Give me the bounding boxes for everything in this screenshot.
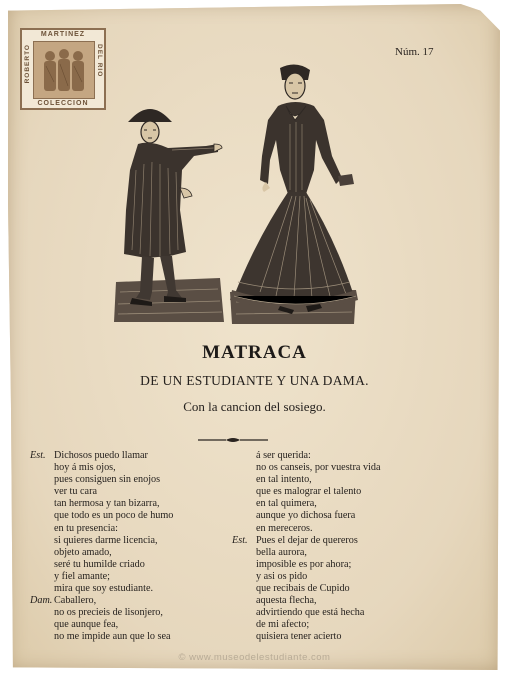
speaker-label: Est. — [30, 450, 46, 461]
woodcut-illustration — [110, 60, 360, 328]
verse-line — [232, 498, 442, 510]
verse-text: en tu presencia: — [54, 522, 118, 534]
verse-text: hoy á mis ojos, — [54, 462, 116, 474]
verse-line — [232, 571, 442, 583]
verse-line — [232, 474, 442, 486]
verse-text: Pues el dejar de quereros — [256, 534, 358, 546]
verse-text: Dichosos puedo llamar — [54, 450, 148, 461]
page-subtitle-2: Con la cancion del sosiego. — [183, 399, 326, 414]
verse-line — [232, 547, 442, 559]
verse-line — [30, 571, 235, 583]
page-title: MATRACA — [202, 342, 307, 363]
collection-stamp — [20, 28, 106, 110]
verse-line — [232, 535, 442, 547]
verse-text: en tal intento, — [256, 474, 312, 486]
verse-line — [30, 474, 235, 486]
ornament-divider-icon — [198, 430, 268, 436]
verse-text: pues consiguen sin enojos — [54, 474, 161, 486]
verse-line — [232, 523, 442, 535]
verse-line — [30, 450, 235, 462]
verse-line — [30, 595, 235, 607]
verse-text: que aunque fea, — [54, 619, 119, 631]
verse-text: quisiera tener acierto — [256, 631, 342, 643]
stamp-text-top: MARTINEZ — [40, 31, 86, 38]
verse-text: bella aurora, — [256, 546, 307, 558]
verse-text: mira que soy estudiante. — [54, 583, 154, 595]
speaker-label: Est. — [232, 534, 248, 546]
verse-line — [30, 583, 235, 595]
verse-text: objeto amado, — [54, 546, 112, 558]
verse-text: aquesta flecha, — [256, 595, 317, 607]
verse-line — [232, 510, 442, 522]
verse-text: á ser querida: — [256, 450, 311, 461]
verse-line — [232, 450, 442, 462]
verse-text: aunque yo dichosa fuera — [256, 510, 356, 522]
verse-line — [30, 510, 235, 522]
verse-text: en tal quimera, — [256, 498, 317, 510]
speaker-label: Dam. — [30, 595, 53, 607]
verse-line — [30, 462, 235, 474]
verse-text: no os precieis de lisonjero, — [54, 607, 163, 619]
page-subtitle: DE UN ESTUDIANTE Y UNA DAMA. — [140, 373, 369, 388]
verse-text: tan hermosa y tan bizarra, — [54, 498, 160, 510]
stamp-text-right: DEL RIO — [96, 44, 103, 78]
verse-text: de mi afecto; — [256, 619, 310, 631]
verse-line — [30, 619, 235, 631]
verse-line — [30, 523, 235, 535]
verse-line — [232, 583, 442, 595]
verse-text: ver tu cara — [54, 486, 97, 498]
stamp-text-bottom: COLECCION — [37, 100, 89, 107]
verse-line — [232, 486, 442, 498]
verse-text: y asi os pido — [256, 570, 308, 582]
verse-line — [30, 559, 235, 571]
stamp-text-left: ROBERTO — [24, 44, 31, 84]
verse-line — [232, 607, 442, 619]
lady-figure-icon — [230, 64, 358, 314]
verse-text: Caballero, — [54, 595, 97, 607]
verse-text: imposible es por ahora; — [256, 558, 352, 570]
verse-line — [232, 619, 442, 631]
verse-text: seré tu humilde criado — [54, 558, 145, 570]
verse-column-left — [30, 450, 235, 644]
verse-text: no me impide aun que lo sea — [54, 631, 171, 643]
verse-line — [232, 595, 442, 607]
verse-line — [30, 547, 235, 559]
verse-line — [232, 462, 442, 474]
verse-text: si quieres darme licencia, — [54, 534, 158, 546]
verse-line — [232, 559, 442, 571]
watermark: © www.museodelestudiante.com — [178, 652, 331, 663]
verse-line — [30, 607, 235, 619]
verse-text: advirtiendo que está hecha — [256, 607, 365, 619]
verse-text: que es malograr el talento — [256, 486, 362, 498]
verse-text: que todo es un poco de humo — [54, 510, 174, 522]
issue-number: Núm. 17 — [395, 46, 434, 58]
verse-line — [232, 631, 442, 643]
verse-line — [30, 486, 235, 498]
stamp-figures-icon — [33, 41, 95, 99]
verse-line — [30, 631, 235, 643]
verse-text: no os canseis, por vuestra vida — [256, 462, 381, 474]
verse-column-right — [232, 450, 442, 644]
verse-line — [30, 535, 235, 547]
verse-text: que recibais de Cupido — [256, 583, 350, 595]
verse-text: y fiel amante; — [54, 570, 111, 582]
verse-text: en mereceros. — [256, 522, 313, 534]
verse-line — [30, 498, 235, 510]
student-figure-icon — [124, 109, 222, 306]
